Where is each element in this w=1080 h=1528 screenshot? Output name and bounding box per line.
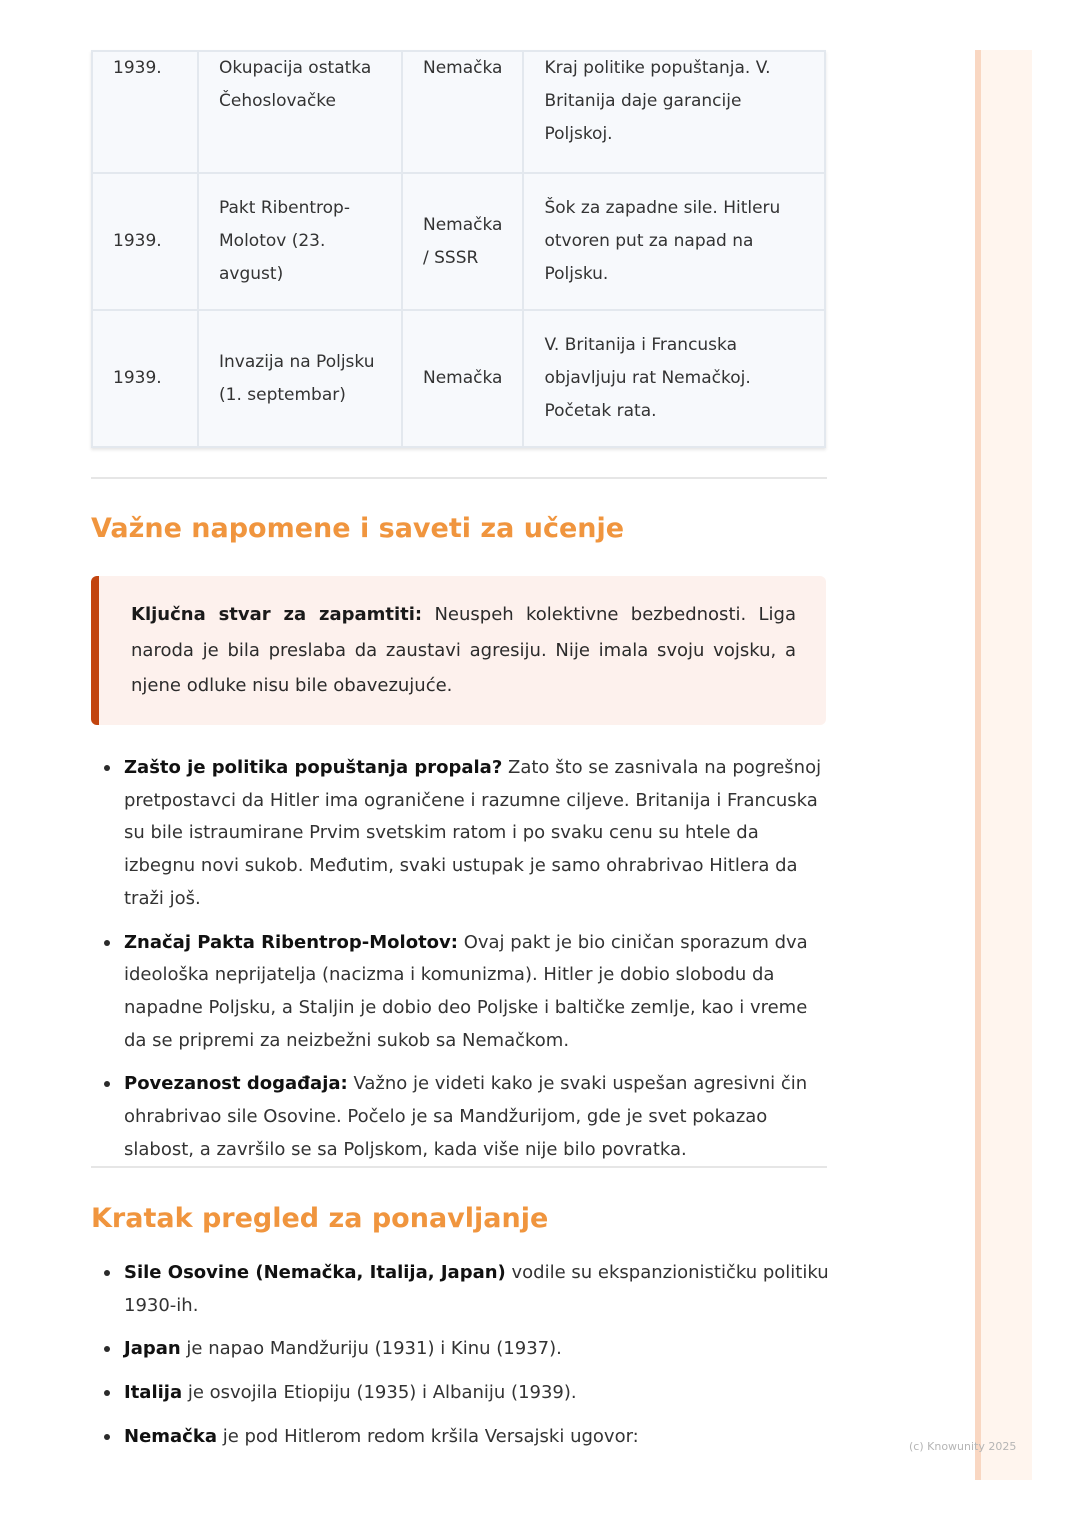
list-item: Japan je napao Mandžuriju (1931) i Kinu (1937).: [91, 1333, 831, 1366]
callout-label: Ključna stvar za zapamtiti:: [131, 604, 423, 625]
year-cell: 1939.: [92, 310, 198, 447]
list-item: Povezanost događaja: Važno je videti kako je svaki uspešan agresivni čin ohrabrivao sile Osovine. Počelo je sa Mandžurijom, gde je svet pokazao slabost, a završilo se sa Poljskom, kada više nije bilo povratka.: [91, 1068, 831, 1166]
side-decoration-line: [975, 50, 981, 1480]
list-item: Značaj Pakta Ribentrop-Molotov: Ovaj pakt je bio ciničan sporazum dva ideološka neprijatelja (nacizma i komunizma). Hitler je dobio slobodu da napadne Poljsku, a Staljin je dobio deo Poljske i baltičke zemlje, kao i vreme da se pripremi za neizbežni sukob sa Nemačkom.: [91, 927, 831, 1058]
consequence-cell: Šok za zapadne sile. Hitleru otvoren put za napad na Poljsku.: [523, 173, 825, 310]
list-item: Zašto je politika popuštanja propala? Zato što se zasnivala na pogrešnoj pretpostavci da Hitler ima ograničene i razumne ciljeve. Britanija i Francuska su bile istraumirane Prvim svetskim ratom i po svaku cenu su htele da izbegnu novi sukob. Međutim, svaki ustupak je samo ohrabrivao Hitlera da traži još.: [91, 752, 831, 916]
section-divider: [91, 1166, 827, 1168]
list-item: Nemačka je pod Hitlerom redom kršila Versajski ugovor:: [91, 1421, 831, 1454]
event-cell: Invazija na Poljsku (1. septembar): [198, 310, 402, 447]
actor-cell: Nemačka: [402, 51, 523, 173]
table-row: [92, 310, 825, 447]
section-heading-review: Kratak pregled za ponavljanje: [91, 1203, 549, 1234]
consequence-cell: Kraj politike popuštanja. V. Britanija daje garancije Poljskoj.: [523, 51, 825, 173]
review-list: [91, 1257, 831, 1465]
copyright-text: (c) Knowunity 2025: [909, 1440, 1017, 1453]
list-item: Sile Osovine (Nemačka, Italija, Japan) vodile su ekspanzionističku politiku 1930-ih.: [91, 1257, 831, 1322]
year-cell: 1939.: [92, 51, 198, 173]
list-item: Italija je osvojila Etiopiju (1935) i Albaniju (1939).: [91, 1377, 831, 1410]
event-cell: Pakt Ribentrop- Molotov (23. avgust): [198, 173, 402, 310]
callout-text: Neuspeh kolektivne bezbednosti. Liga naroda je bila preslaba da zaustavi agresiju. Nije imala svoju vojsku, a njene odluke nisu bile obavezujuće.: [131, 604, 797, 696]
year-cell: 1939.: [92, 173, 198, 310]
table-row: [92, 173, 825, 310]
actor-cell: Nemačka / SSSR: [402, 173, 523, 310]
consequence-cell: V. Britanija i Francuska objavljuju rat Nemačkoj. Početak rata.: [523, 310, 825, 447]
events-table: [91, 50, 826, 448]
event-cell: Okupacija ostatka Čehoslovačke: [198, 51, 402, 173]
side-decoration-panel: [977, 50, 1032, 1480]
section-heading-notes: Važne napomene i saveti za učenje: [91, 513, 625, 544]
section-divider: [91, 477, 827, 479]
key-point-callout: [91, 576, 826, 725]
table-row: [92, 51, 825, 173]
notes-list: [91, 752, 831, 1177]
actor-cell: Nemačka: [402, 310, 523, 447]
